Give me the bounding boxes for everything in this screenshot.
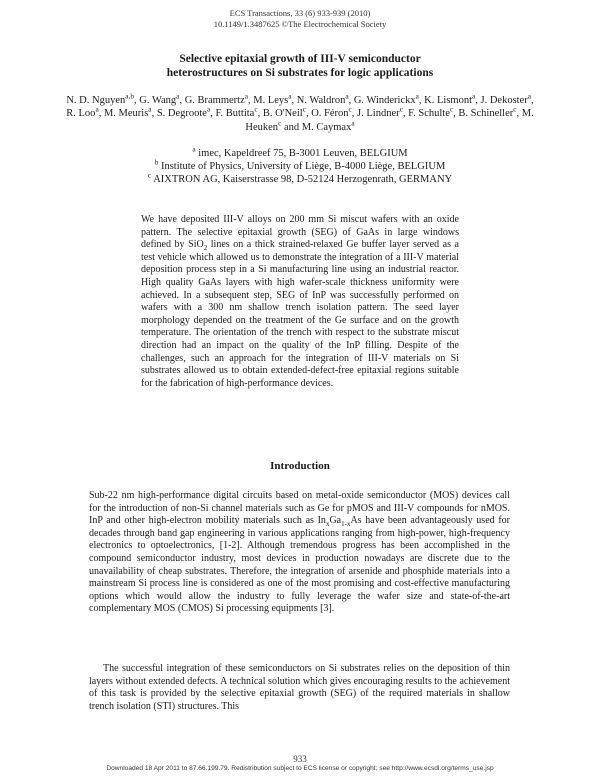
author bbox=[311, 104, 352, 120]
author bbox=[353, 91, 419, 106]
author-name: G. Brammertz bbox=[184, 95, 245, 106]
paper-title bbox=[0, 52, 600, 80]
author-name: S. Degroote bbox=[156, 108, 207, 120]
intro-p1-text-mid: Ga bbox=[329, 515, 342, 527]
author-name: B. Schineller bbox=[458, 108, 514, 120]
author-name: R. Loo bbox=[66, 108, 96, 120]
author-affiliation-mark: a bbox=[148, 104, 152, 114]
title-line-2: heterostructures on Si substrates for logic applications bbox=[166, 67, 434, 79]
author-name: N. Waldron bbox=[296, 95, 346, 106]
download-footer: Downloaded 18 Apr 2011 to 87.66.199.79. Redistribution subject to ECS license or copyright; see http://www.ecsdl.org/terms_use.jsp bbox=[106, 765, 494, 772]
author-affiliation-mark: c bbox=[513, 104, 517, 114]
section-heading-introduction: Introduction bbox=[270, 460, 330, 472]
author bbox=[215, 104, 258, 120]
author-affiliation-mark: a bbox=[95, 104, 99, 114]
abstract bbox=[141, 214, 459, 390]
author bbox=[66, 91, 135, 106]
author-name: F. Buttita bbox=[215, 108, 255, 120]
affiliation-mark: b bbox=[154, 157, 159, 167]
doi-line: 10.1149/1.3487625 ©The Electrochemical Society bbox=[213, 19, 387, 29]
intro-p1-text-1: Sub-22 nm high-performance digital circuits based on metal-oxide semiconductor (MOS) devices call for the introduction of non-Si channel materials such as Ge for pMOS and III-V compounds for nMOS. InP and other high-electron mobility materials such as In bbox=[89, 490, 510, 527]
intro-p1-sub-2: 1-x bbox=[341, 520, 351, 529]
author-name: F. Schulte bbox=[408, 108, 450, 120]
author-name: M. Meuris bbox=[103, 108, 149, 120]
author bbox=[262, 104, 306, 120]
author-name: J. Dekoster bbox=[480, 95, 528, 106]
intro-p2-text: The successful integration of these semiconductors on Si substrates relies on the deposition of thin layers without extended defects. A technical solution which gives encouraging results to the achievement of this task is provided by the selective epitaxial growth (SEG) of the required materials in shallow trench isolation (STI) structures. This bbox=[89, 663, 510, 712]
author-affiliation-mark: c bbox=[348, 104, 352, 114]
intro-paragraph-2 bbox=[89, 663, 510, 713]
journal-header bbox=[0, 8, 600, 30]
title-line-1: Selective epitaxial growth of III-V semiconductor bbox=[179, 53, 421, 65]
abstract-text-2: lines on a thick strained-relaxed Ge buffer layer served as a test vehicle which allowed us to demonstrate the integration of a III-V material deposition process step in a Si manufacturing line using an industrial reactor. High quality GaAs layers with high wafer-scale thickness uniformity were achieved. In a subsequent step, SEG of InP was successfully performed on wafers with a 300 nm shallow trench isolation pattern. The seed layer morphology depended on the treatment of the Ge surface and on the growth temperature. The orientation of the trench with respect to the substrate miscut direction had an impact on the quality of the InP filling. Despite of the challenges, such an approach for the integration of III-V materials on Si substrates allowed us to obtain extended-defect-free epitaxial regions suitable for the fabrication of high-performance devices. bbox=[141, 239, 459, 389]
affiliation-list bbox=[0, 144, 600, 186]
author-affiliation-mark: a bbox=[415, 91, 419, 101]
author bbox=[480, 91, 532, 106]
author-name: M. Caymax bbox=[301, 121, 352, 133]
author-affiliation-mark: c bbox=[254, 104, 258, 114]
affiliation-mark: a bbox=[192, 144, 196, 154]
author-affiliation-mark: c bbox=[399, 104, 403, 114]
author-name: G. Wang bbox=[139, 95, 177, 106]
author-affiliation-mark: a bbox=[244, 91, 249, 101]
page-number: 933 bbox=[293, 754, 307, 764]
author bbox=[139, 91, 180, 106]
author-name: B. O'Neil bbox=[262, 108, 303, 120]
author-affiliation-mark: c bbox=[302, 104, 306, 114]
author-affiliation-mark: c bbox=[278, 118, 282, 128]
author-name: K. Lismont bbox=[424, 95, 472, 106]
affiliation-text: imec, Kapeldreef 75, B-3001 Leuven, BELGIUM bbox=[195, 148, 408, 159]
affiliation bbox=[0, 157, 600, 174]
author-affiliation-mark: a bbox=[472, 91, 476, 101]
author-affiliation-mark: a bbox=[527, 91, 532, 101]
author-list: N. D. Nguyen$^{a,b}$, G. Wang$^a$, G. Brammertz$^a$, M. Leys$^a$, N. Waldron$^a$, G. Winderickx$^a$, K. Lismont$^a$, J. Dekoster$^a$, R. Loo$^a$, M. Meuris$^a$, S. Degroote$^a$, F. Buttita$^c$, B. O'Neil$^c$, O. Féron$^c$, J. Lindner$^c$, F. Schulte$^c$, B. Schineller$^c$, M. Heuken$^c$ and M. Caymax$^a$ bbox=[66, 91, 534, 133]
author-name: N. D. Nguyen bbox=[66, 95, 126, 106]
author bbox=[66, 104, 99, 120]
intro-p1-text-2: As have been advantageously used for decades through band gap engineering in various applications ranging from high-power, high-frequency electronics to optoelectronics, [1-2]. Although tremendous progress has been accomplished in the compound semiconductor industry, most devices in production nowadays are discrete due to the unavailability of cheap substrates. Therefore, the integration of arsenide and phosphide materials into a mainstream Si process line is considered as one of the most promising and cost-effective manufacturing options which would allow the industry to fully leverage the wafer size and state-of-the-art complementary MOS (CMOS) Si processing equipments [3]. bbox=[89, 515, 510, 615]
author bbox=[184, 91, 249, 106]
author bbox=[301, 118, 355, 133]
affiliation bbox=[0, 170, 600, 187]
author bbox=[253, 91, 292, 106]
author-affiliation-mark: a,b bbox=[125, 91, 135, 101]
affiliation-text: AIXTRON AG, Kaiserstrasse 98, D-52124 Herzogenrath, GERMANY bbox=[151, 173, 453, 185]
author bbox=[357, 104, 403, 120]
author-affiliation-mark: a bbox=[176, 91, 180, 101]
affiliation bbox=[0, 144, 600, 161]
author-affiliation-mark: a bbox=[351, 118, 355, 128]
author bbox=[156, 104, 211, 120]
affiliation-mark: c bbox=[147, 170, 152, 180]
journal-citation: ECS Transactions, 33 (6) 933-939 (2010) bbox=[229, 8, 371, 18]
author bbox=[408, 104, 454, 120]
author-name: G. Winderickx bbox=[353, 95, 416, 106]
author-name: J. Lindner bbox=[357, 108, 400, 120]
intro-p1-sub-1: x bbox=[325, 520, 330, 529]
abstract-text-1: We have deposited III-V alloys on 200 mm Si miscut wafers with an oxide pattern. The selective epitaxial growth (SEG) of GaAs in large windows defined by SiO bbox=[141, 214, 459, 251]
author bbox=[458, 104, 517, 120]
abstract-subscript: 2 bbox=[203, 244, 208, 253]
author-affiliation-mark: c bbox=[449, 104, 454, 114]
affiliation-text: Institute of Physics, University of Liège, B-4000 Liège, BELGIUM bbox=[158, 160, 446, 172]
author-name: O. Féron bbox=[311, 108, 349, 120]
author-affiliation-mark: a bbox=[206, 104, 211, 114]
intro-paragraph-1 bbox=[89, 490, 510, 616]
author-affiliation-mark: a bbox=[345, 91, 349, 101]
author-name: M. Leys bbox=[253, 95, 289, 106]
author-name: M. Heuken bbox=[245, 108, 534, 133]
author-affiliation-mark: a bbox=[288, 91, 292, 101]
author bbox=[103, 104, 152, 120]
